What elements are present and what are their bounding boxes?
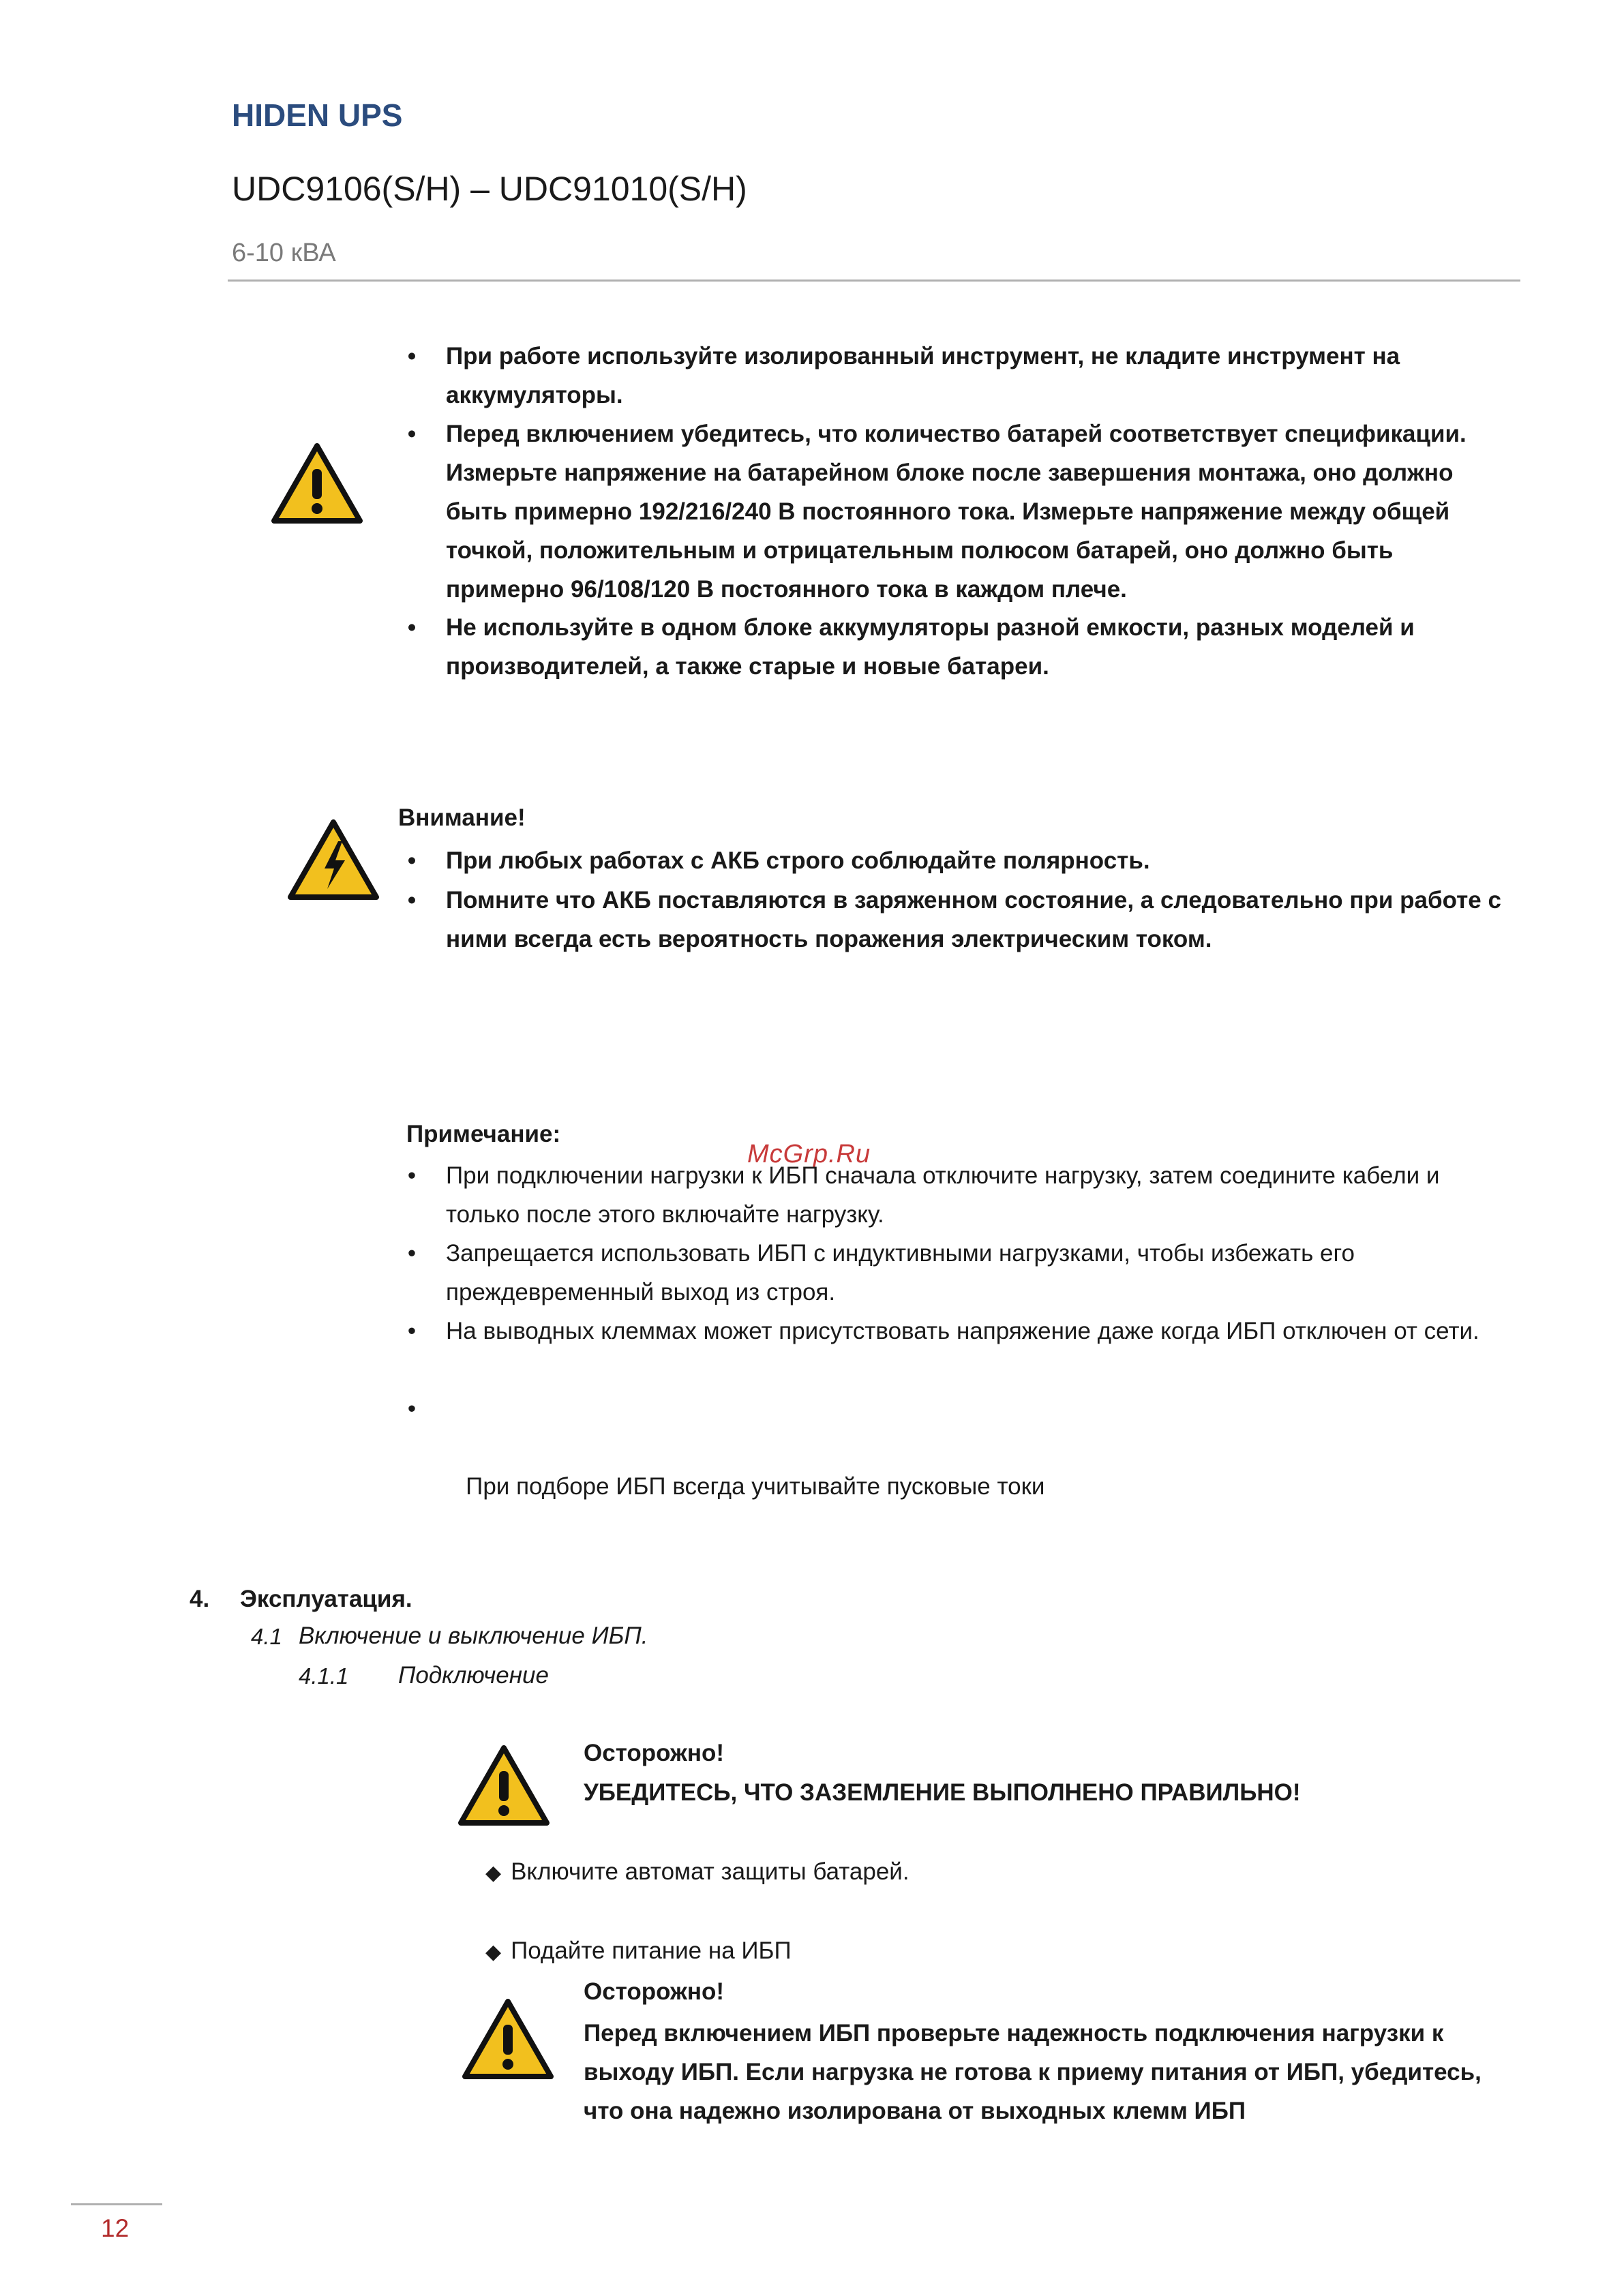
warning-exclamation-icon xyxy=(270,442,364,525)
subsubsection-number: 4.1.1 xyxy=(299,1663,349,1689)
caution-text: УБЕДИТЕСЬ, ЧТО ЗАЗЕМЛЕНИЕ ВЫПОЛНЕНО ПРАВИЛЬНО! xyxy=(584,1779,1301,1806)
bullet-dot: • xyxy=(407,1240,417,1267)
list-item-text: Запрещается использовать ИБП с индуктивными нагрузками, чтобы избежать его преждевременный выход из строя. xyxy=(446,1240,1355,1305)
step-item xyxy=(485,1858,909,1886)
list-item xyxy=(407,1234,1509,1312)
diamond-bullet-icon: ◆ xyxy=(485,1941,502,1963)
subsubsection-title: Подключение xyxy=(398,1662,549,1689)
bullet-dot: • xyxy=(407,614,417,641)
step-item xyxy=(485,1937,792,1965)
bullet-dot: • xyxy=(407,1162,417,1189)
watermark: McGrp.Ru xyxy=(747,1140,871,1168)
bullet-dot: • xyxy=(407,1318,417,1344)
subsection-number: 4.1 xyxy=(251,1624,282,1649)
bullet-dot: • xyxy=(407,887,417,913)
step-text: Включите автомат защиты батарей. xyxy=(511,1858,909,1885)
brand-title: HIDEN UPS xyxy=(232,97,403,133)
warning-exclamation-icon xyxy=(461,1997,555,2081)
bullet-dot: • xyxy=(407,847,417,874)
bullet-dot: • xyxy=(407,343,417,369)
list-item xyxy=(407,414,1509,609)
bullet-dot: • xyxy=(407,421,417,447)
note-title: Примечание: xyxy=(406,1121,561,1147)
model-title: UDC9106(S/H) – UDC91010(S/H) xyxy=(232,170,747,208)
attention-title: Внимание! xyxy=(398,804,526,831)
header-divider xyxy=(228,280,1520,282)
section-title: Эксплуатация. xyxy=(240,1586,412,1612)
bullet-dot: • xyxy=(407,1395,417,1422)
list-item-text: При любых работах с АКБ строго соблюдайте полярность. xyxy=(446,847,1150,874)
list-item xyxy=(407,881,1509,958)
list-item xyxy=(407,841,1509,880)
footer-divider xyxy=(71,2203,162,2205)
caution-title: Осторожно! xyxy=(584,1740,725,1766)
section-number: 4. xyxy=(190,1586,210,1612)
list-item-text: Не используйте в одном блоке аккумуляторы разной емкости, разных моделей и производителей, а также старые и новые батареи. xyxy=(446,614,1415,680)
power-rating: 6-10 кВА xyxy=(232,239,336,267)
page-number: 12 xyxy=(101,2214,130,2242)
list-item-text: На выводных клеммах может присутствовать напряжение даже когда ИБП отключен от сети. xyxy=(446,1318,1479,1344)
list-item-text: При работе используйте изолированный инструмент, не кладите инструмент на аккумуляторы. xyxy=(446,343,1400,408)
caution-title: Осторожно! xyxy=(584,1978,725,2005)
caution-text: Перед включением ИБП проверьте надежность подключения нагрузки к выходу ИБП. Если нагрузка не готова к приему питания от ИБП, убедитесь, что она надежно изолирована от выходных клемм ИБП xyxy=(584,2020,1482,2124)
list-item-text: При подборе ИБП всегда учитывайте пусковые токи xyxy=(459,1473,1045,1500)
list-item-text: При подключении нагрузки к ИБП сначала отключите нагрузку, затем соедините кабели и только после этого включайте нагрузку. xyxy=(446,1162,1440,1228)
subsection-title: Включение и выключение ИБП. xyxy=(299,1622,648,1649)
list-item-text: Помните что АКБ поставляются в заряженном состояние, а следовательно при работе с ними всегда есть вероятность поражения электрическим током. xyxy=(446,887,1501,952)
list-item-text: Перед включением убедитесь, что количество батарей соответствует спецификации. Измерьте напряжение на батарейном блоке после завершения монтажа, оно должно быть примерно 192/216/240 В постоянного тока. Измерьте напряжение между общей точкой, положительным и отрицательным полюсом батарей, оно должно быть примерно 96/108/120 В постоянного тока в каждом плече. xyxy=(446,421,1467,603)
electric-shock-warning-icon xyxy=(286,818,380,901)
list-item xyxy=(407,1312,1509,1350)
list-item xyxy=(407,337,1509,414)
diamond-bullet-icon: ◆ xyxy=(485,1862,502,1884)
warning-exclamation-icon xyxy=(457,1744,551,1827)
list-item xyxy=(407,1389,1509,1506)
step-text: Подайте питание на ИБП xyxy=(511,1937,792,1964)
list-item xyxy=(407,1156,1509,1234)
list-item xyxy=(407,608,1509,686)
